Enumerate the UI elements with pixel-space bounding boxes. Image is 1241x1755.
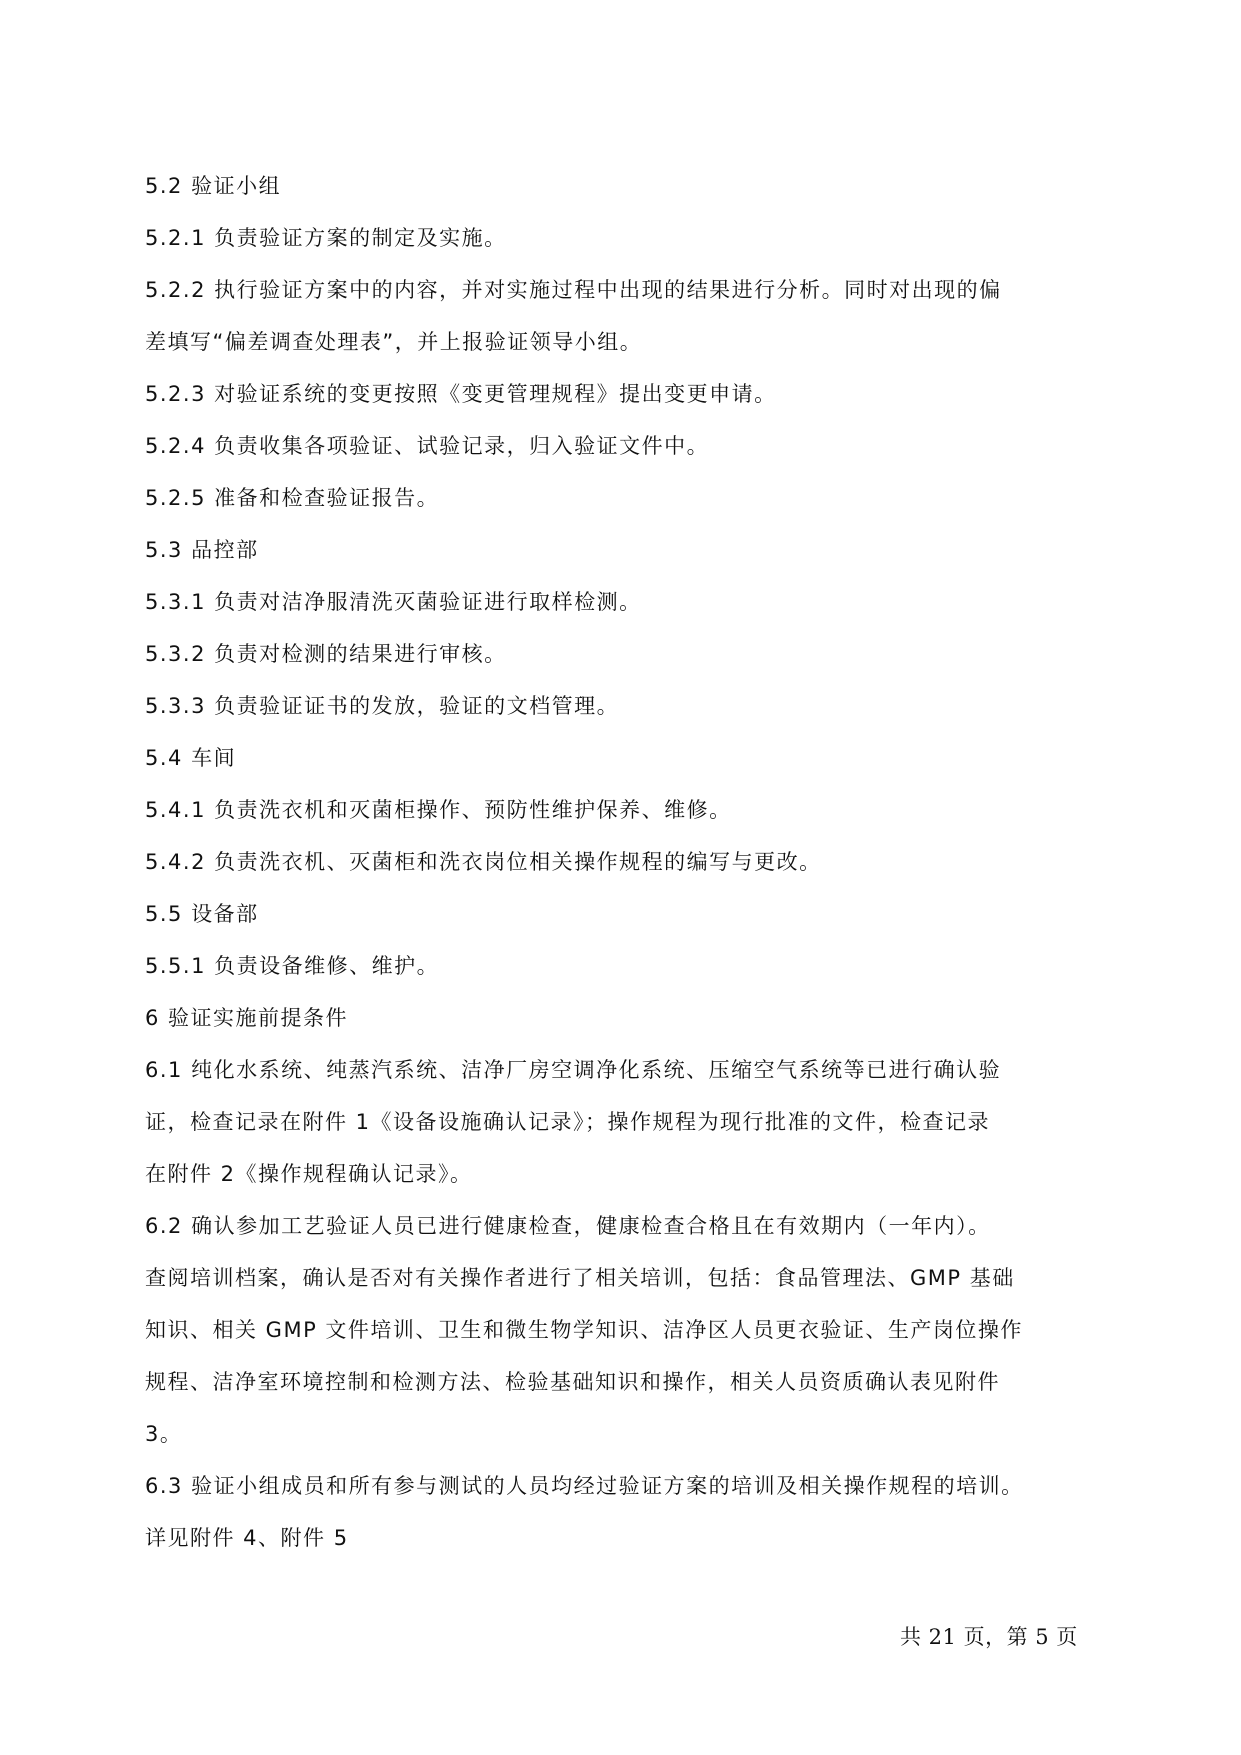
- paragraph-line: 详见附件 4、附件 5: [145, 1526, 349, 1550]
- paragraph-line: 5.2.1 负责验证方案的制定及实施。: [145, 226, 507, 250]
- paragraph-line: 5.4.2 负责洗衣机、灭菌柜和洗衣岗位相关操作规程的编写与更改。: [145, 850, 822, 874]
- paragraph-line: 5.4.1 负责洗衣机和灭菌柜操作、预防性维护保养、维修。: [145, 798, 732, 822]
- section-heading-5-5: 5.5 设备部: [145, 902, 259, 926]
- paragraph-line: 规程、洁净室环境控制和检测方法、检验基础知识和操作，相关人员资质确认表见附件: [145, 1370, 1000, 1394]
- paragraph-line: 5.3.3 负责验证证书的发放，验证的文档管理。: [145, 694, 620, 718]
- paragraph-line: 5.3.2 负责对检测的结果进行审核。: [145, 642, 507, 666]
- section-heading-5-2: 5.2 验证小组: [145, 174, 282, 198]
- paragraph-line: 5.2.2 执行验证方案中的内容，并对实施过程中出现的结果进行分析。同时对出现的偏: [145, 278, 1002, 302]
- paragraph-line: 证，检查记录在附件 1《设备设施确认记录》；操作规程为现行批准的文件，检查记录: [145, 1110, 991, 1134]
- paragraph-line: 差填写“偏差调查处理表”，并上报验证领导小组。: [145, 330, 643, 354]
- section-heading-5-4: 5.4 车间: [145, 746, 237, 770]
- paragraph-line: 5.3.1 负责对洁净服清洗灭菌验证进行取样检测。: [145, 590, 642, 614]
- document-body: [145, 160, 1100, 1564]
- page-number-footer: 共 21 页，第 5 页: [900, 1625, 1078, 1649]
- paragraph-line: 知识、相关 GMP 文件培训、卫生和微生物学知识、洁净区人员更衣验证、生产岗位操作: [145, 1318, 1023, 1342]
- paragraph-line: 在附件 2《操作规程确认记录》。: [145, 1162, 473, 1186]
- paragraph-line: 6.3 验证小组成员和所有参与测试的人员均经过验证方案的培训及相关操作规程的培训。: [145, 1474, 1024, 1498]
- section-heading-5-3: 5.3 品控部: [145, 538, 259, 562]
- paragraph-line: 5.2.3 对验证系统的变更按照《变更管理规程》提出变更申请。: [145, 382, 777, 406]
- paragraph-line: 6.2 确认参加工艺验证人员已进行健康检查，健康检查合格且在有效期内（一年内）。: [145, 1214, 991, 1238]
- paragraph-line: 6.1 纯化水系统、纯蒸汽系统、洁净厂房空调净化系统、压缩空气系统等已进行确认验: [145, 1058, 1002, 1082]
- paragraph-line: 5.5.1 负责设备维修、维护。: [145, 954, 440, 978]
- section-heading-6: 6 验证实施前提条件: [145, 1006, 349, 1030]
- paragraph-line: 3。: [145, 1422, 183, 1446]
- paragraph-line: 5.2.5 准备和检查验证报告。: [145, 486, 440, 510]
- paragraph-line: 5.2.4 负责收集各项验证、试验记录，归入验证文件中。: [145, 434, 710, 458]
- paragraph-line: 查阅培训档案，确认是否对有关操作者进行了相关培训，包括：食品管理法、GMP 基础: [145, 1266, 1015, 1290]
